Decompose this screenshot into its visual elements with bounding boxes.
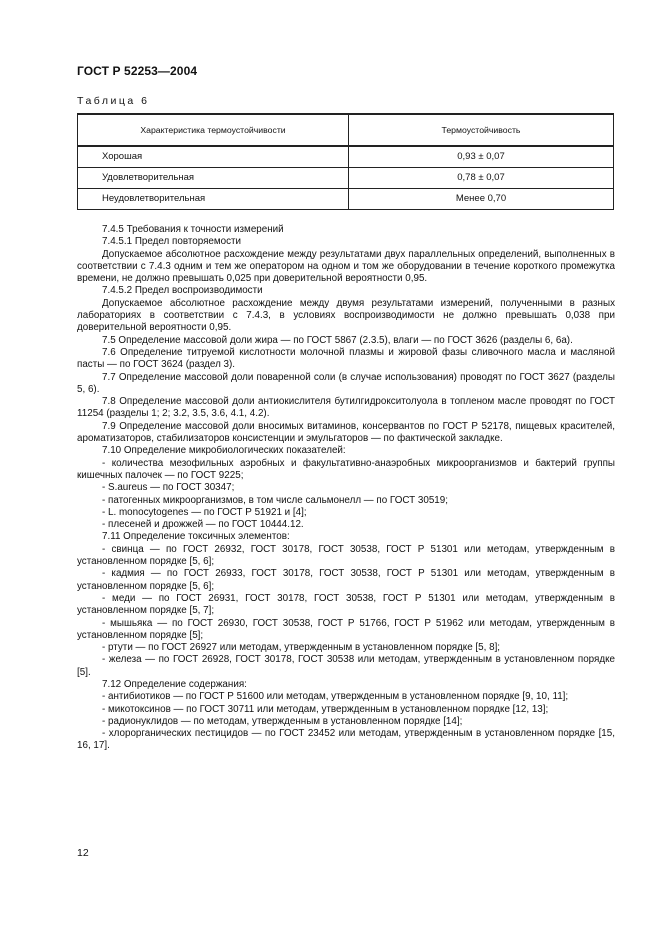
- list-item: - микотоксинов — по ГОСТ 30711 или методам, утвержденным в установленном порядке [12, 13];: [102, 703, 549, 715]
- list-item: - железа — по ГОСТ 26928, ГОСТ 30178, ГОСТ 30538 или методам, утвержденным в установленном порядке [5].: [77, 654, 615, 678]
- table-header-row: [78, 114, 614, 146]
- document-header: ГОСТ Р 52253—2004: [77, 64, 198, 78]
- cell-characteristic: Неудовлетворительная: [78, 188, 349, 209]
- list-item: - антибиотиков — по ГОСТ Р 51600 или методам, утвержденным в установленном порядке [9, 10, 11];: [102, 691, 569, 703]
- section-heading-7-4-5-1: 7.4.5.1 Предел повторяемости: [102, 236, 242, 248]
- paragraph-7-9: 7.9 Определение массовой доли вносимых витаминов, консервантов по ГОСТ Р 52178, пищевых красителей, ароматизаторов, стабилизаторов консистенции и эмульгаторов — по фактической закладке.: [77, 420, 615, 445]
- thermostability-table: [77, 113, 614, 210]
- table-row: [78, 188, 614, 209]
- section-heading-7-4-5: 7.4.5 Требования к точности измерений: [102, 224, 284, 235]
- cell-value: Менее 0,70: [349, 188, 614, 209]
- list-item: - мышьяка — по ГОСТ 26930, ГОСТ 30538, ГОСТ Р 51766, ГОСТ Р 51962 или методам, утвержденным в установленном порядке [5];: [77, 617, 615, 641]
- body-text: [77, 224, 615, 753]
- paragraph-reproducibility: Допускаемое абсолютное расхождение между двумя результатами измерений, полученными в разных лабораториях в соответствии с 7.4.3, в условиях воспроизводимости не должно превышать 0,038 при доверительной вероятности 0,95.: [77, 297, 615, 334]
- list-item: - плесеней и дрожжей — по ГОСТ 10444.12.: [102, 519, 304, 531]
- list-item: - меди — по ГОСТ 26931, ГОСТ 30178, ГОСТ 30538, ГОСТ Р 51301 или методам, утвержденным в установленном порядке [5, 7];: [77, 592, 615, 617]
- cell-characteristic: Хорошая: [78, 146, 349, 167]
- list-item: - хлорорганических пестицидов — по ГОСТ 23452 или методам, утвержденным в установленном порядке [15, 16, 17].: [77, 728, 615, 752]
- page-number: 12: [77, 847, 89, 859]
- section-heading-7-4-5-2: 7.4.5.2 Предел воспроизводимости: [102, 285, 263, 297]
- list-item: - свинца — по ГОСТ 26932, ГОСТ 30178, ГОСТ 30538, ГОСТ Р 51301 или методам, утвержденным в установленном порядке [5, 6];: [77, 543, 615, 568]
- paragraph-7-5: 7.5 Определение массовой доли жира — по ГОСТ 5867 (2.3.5), влаги — по ГОСТ 3626 (разделы 6, 6а).: [102, 334, 573, 346]
- cell-characteristic: Удовлетворительная: [78, 167, 349, 188]
- table-caption: Таблица 6: [77, 95, 150, 107]
- paragraph-7-8: 7.8 Определение массовой доли антиокислителя бутилгидрокситолуола в топленом масле проводят по ГОСТ 11254 (разделы 1; 2; 3.2, 3.5, 3.6, 4.1, 4.2).: [77, 396, 615, 420]
- list-item: - L. monocytogenes — по ГОСТ Р 51921 и [4];: [102, 506, 307, 518]
- list-item: - ртути — по ГОСТ 26927 или методам, утвержденным в установленном порядке [5, 8];: [102, 642, 501, 654]
- cell-value: 0,93 ± 0,07: [349, 146, 614, 167]
- paragraph-7-12: 7.12 Определение содержания:: [102, 678, 247, 690]
- table-row: [78, 167, 614, 188]
- list-item: - S.aureus — по ГОСТ 30347;: [102, 482, 235, 494]
- list-item: - радионуклидов — по методам, утвержденным в установленном порядке [14];: [102, 715, 463, 727]
- cell-value: 0,78 ± 0,07: [349, 167, 614, 188]
- paragraph-repeatability: Допускаемое абсолютное расхождение между результатами двух параллельных определений, выполненных в соответствии с 7.4.3 одним и тем же оператором на одном и том же оборудовании в течение короткого промежутка времени, не должно превышать 0,025 при доверительной вероятности 0,95.: [77, 248, 615, 285]
- paragraph-7-10: 7.10 Определение микробиологических показателей:: [102, 445, 346, 457]
- paragraph-7-7: 7.7 Определение массовой доли поваренной соли (в случае использования) проводят по ГОСТ 3627 (разделы 5, 6).: [77, 371, 615, 395]
- paragraph-7-11: 7.11 Определение токсичных элементов:: [102, 531, 290, 543]
- paragraph-7-6: 7.6 Определение титруемой кислотности молочной плазмы и жировой фазы сливочного масла и масляной пасты — по ГОСТ 3624 (раздел 3).: [77, 346, 615, 371]
- list-item: - количества мезофильных аэробных и факультативно-анаэробных микроорганизмов и бактерий группы кишечных палочек — по ГОСТ 9225;: [77, 457, 615, 481]
- list-item: - патогенных микроорганизмов, в том числе сальмонелл — по ГОСТ 30519;: [102, 494, 448, 506]
- column-header-characteristic: Характеристика термоустойчивости: [78, 114, 349, 146]
- table-row: [78, 146, 614, 167]
- column-header-thermostability: Термоустойчивость: [349, 114, 614, 146]
- list-item: - кадмия — по ГОСТ 26933, ГОСТ 30178, ГОСТ 30538, ГОСТ Р 51301 или методам, утвержденным в установленном порядке [5, 6];: [77, 568, 615, 592]
